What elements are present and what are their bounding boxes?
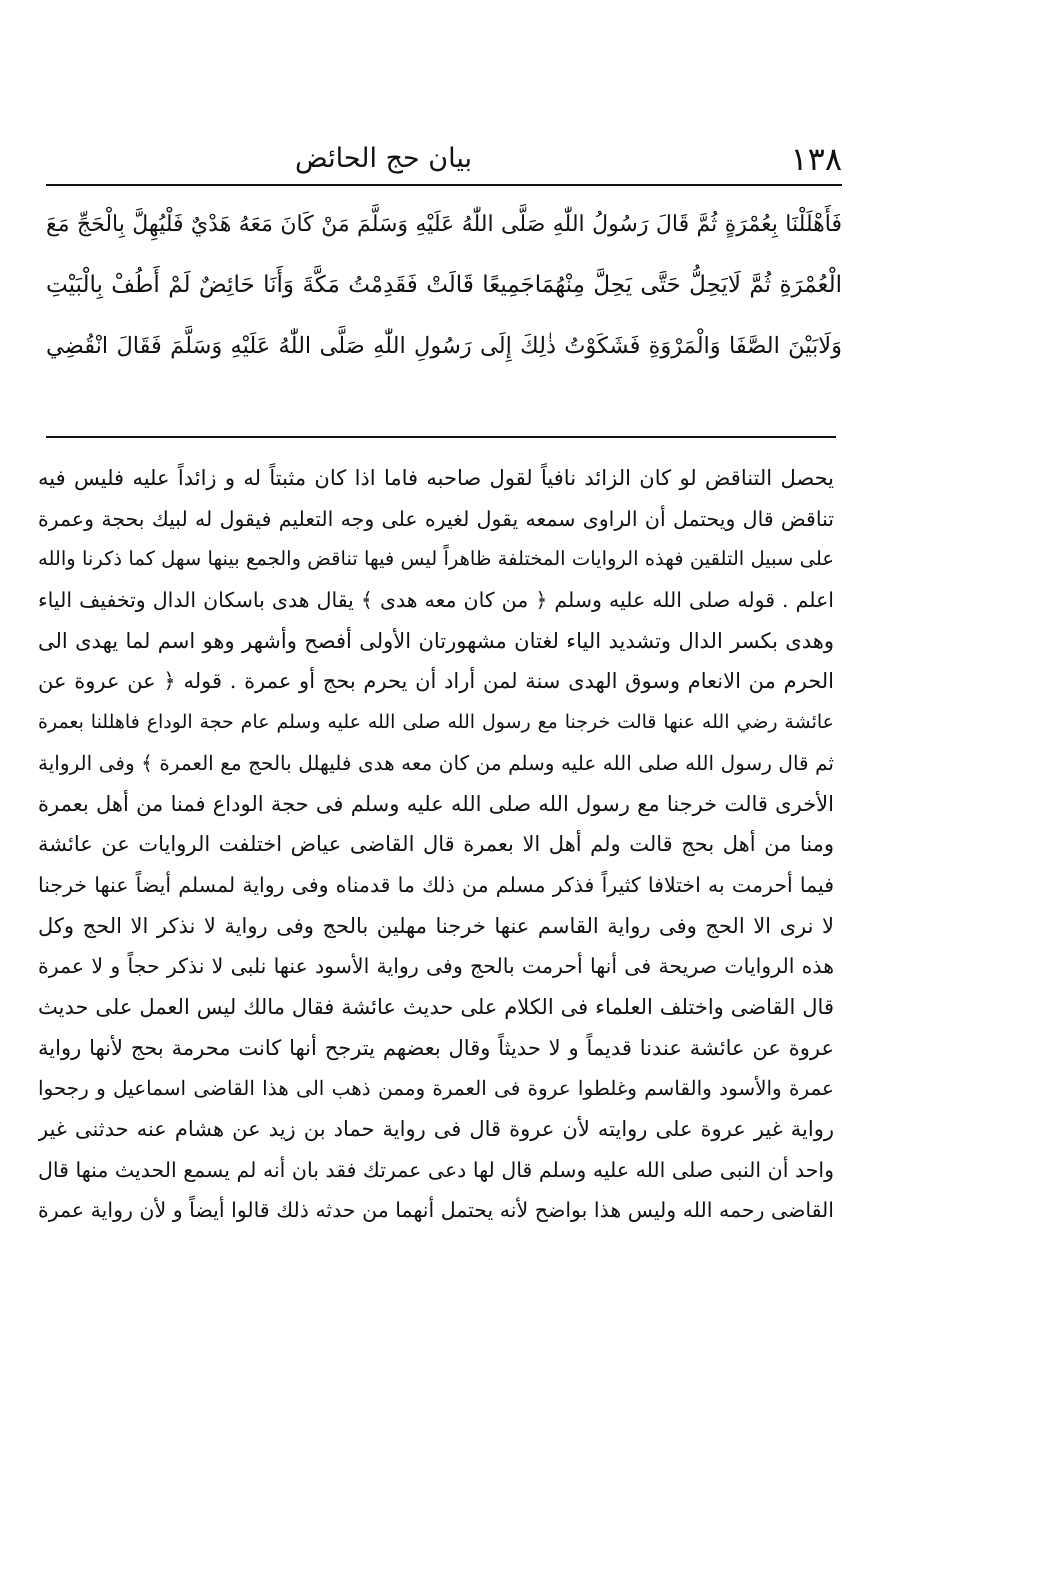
commentary-line: ومنا من أهل بحج قالت ولم أهل الا بعمرة قال القاضى عياض اختلفت الروايات عن عائشة <box>38 832 834 857</box>
commentary-line: تناقض قال ويحتمل أن الراوى سمعه يقول لغيره على وجه التعليم فيقول له لبيك بحجة وعمرة <box>38 506 834 531</box>
section-divider-rule <box>46 436 836 438</box>
hadith-line: وَلَابَيْنَ الصَّفَا وَالْمَرْوَةِ فَشَكَوْتُ ذٰلِكَ إِلَى رَسُولِ اللّٰهِ صَلَّى اللّٰهُ عَلَيْهِ وَسَلَّمَ فَقَالَ انْقُضِي <box>46 333 842 359</box>
header-rule <box>46 184 842 186</box>
hadith-text-block <box>46 194 842 377</box>
commentary-line: على سبيل التلقين فهذه الروايات المختلفة ظاهراً ليس فيها تناقض والجمع بينها سهل كما ذكرنا والله <box>38 547 834 571</box>
commentary-line: ثم قال رسول الله صلى الله عليه وسلم من كان معه هدى فليهلل بالحج مع العمرة ﴾ وفى الرواية <box>38 750 834 775</box>
commentary-line: الحرم من الانعام وسوق الهدى سنة لمن أراد أن يحرم بحج أو عمرة . قوله ﴿ عن عروة عن <box>38 669 834 694</box>
running-title: بيان حج الحائض <box>295 143 472 174</box>
commentary-line: رواية غير عروة على روايته لأن عروة قال فى رواية حماد بن زيد عن هشام عنه حدثنى غير <box>38 1117 834 1141</box>
commentary-line: القاضى رحمه الله وليس هذا بواضح لأنه يحتمل أنهما من حدثه ذلك قالوا أيضاً و لأن رواية عمرة <box>38 1198 834 1223</box>
hadith-line: الْعُمْرَةِ ثُمَّ لَايَحِلُّ حَتَّى يَحِلَّ مِنْهُمَاجَمِيعًا قَالَتْ فَقَدِمْتُ مَكَّةَ وَأَنَا حَائِضٌ لَمْ أَطُفْ بِالْبَيْتِ <box>46 272 842 298</box>
commentary-line: قال القاضى واختلف العلماء فى الكلام على حديث عائشة فقال مالك ليس العمل على حديث <box>38 994 834 1019</box>
commentary-line: هذه الروايات صريحة فى أنها أحرمت بالحج وفى رواية الأسود عنها نلبى لا نذكر حجاً و لا عمرة <box>38 954 834 979</box>
commentary-line: اعلم . قوله صلى الله عليه وسلم ﴿ من كان معه هدى ﴾ يقال هدى باسكان الدال وتخفيف الياء <box>38 588 834 613</box>
commentary-line: يحصل التناقض لو كان الزائد نافياً لقول صاحبه فاما اذا كان مثبتاً له و زائداً عليه فليس فيه <box>38 466 834 490</box>
commentary-line: فيما أحرمت به اختلافا كثيراً فذكر مسلم من ذلك ما قدمناه وفى رواية لمسلم أيضاً عنها خرجنا <box>38 872 834 897</box>
page-header <box>46 136 842 182</box>
commentary-line: عمرة والأسود والقاسم وغلطوا عروة فى العمرة وممن ذهب الى هذا القاضى اسماعيل و رجحوا <box>38 1076 834 1101</box>
commentary-text-block <box>38 458 834 1231</box>
commentary-line: وهدى بكسر الدال وتشديد الياء لغتان مشهورتان الأولى أفصح وأشهر وهو اسم لما يهدى الى <box>38 628 834 653</box>
commentary-line: عروة عن عائشة عندنا قديماً و لا حديثاً وقال بعضهم يترجح أنها كانت محرمة بحج لأنها رواية <box>38 1035 834 1060</box>
commentary-line: لا نرى الا الحج وفى رواية القاسم عنها خرجنا مهلين بالحج وفى رواية لا نذكر الا الحج وكل <box>38 913 834 938</box>
commentary-line: عائشة رضي الله عنها قالت خرجنا مع رسول الله صلى الله عليه وسلم عام حجة الوداع فاهللنا بعمرة <box>38 711 834 734</box>
commentary-line: واحد أن النبى صلى الله عليه وسلم قال لها دعى عمرتك فقد بان أنه لم يسمع الحديث منها قال <box>38 1157 834 1182</box>
page-number: ١٣٨ <box>790 140 842 178</box>
hadith-line: فَأَهْلَلْنَا بِعُمْرَةٍ ثُمَّ قَالَ رَسُولُ اللّٰهِ صَلَّى اللّٰهُ عَلَيْهِ وَسَلَّمَ مَنْ كَانَ مَعَهُ هَدْيٌ فَلْيُهِلَّ بِالْحَجِّ مَعَ <box>46 212 842 237</box>
commentary-line: الأخرى قالت خرجنا مع رسول الله صلى الله عليه وسلم فى حجة الوداع فمنا من أهل بعمرة <box>38 791 834 816</box>
